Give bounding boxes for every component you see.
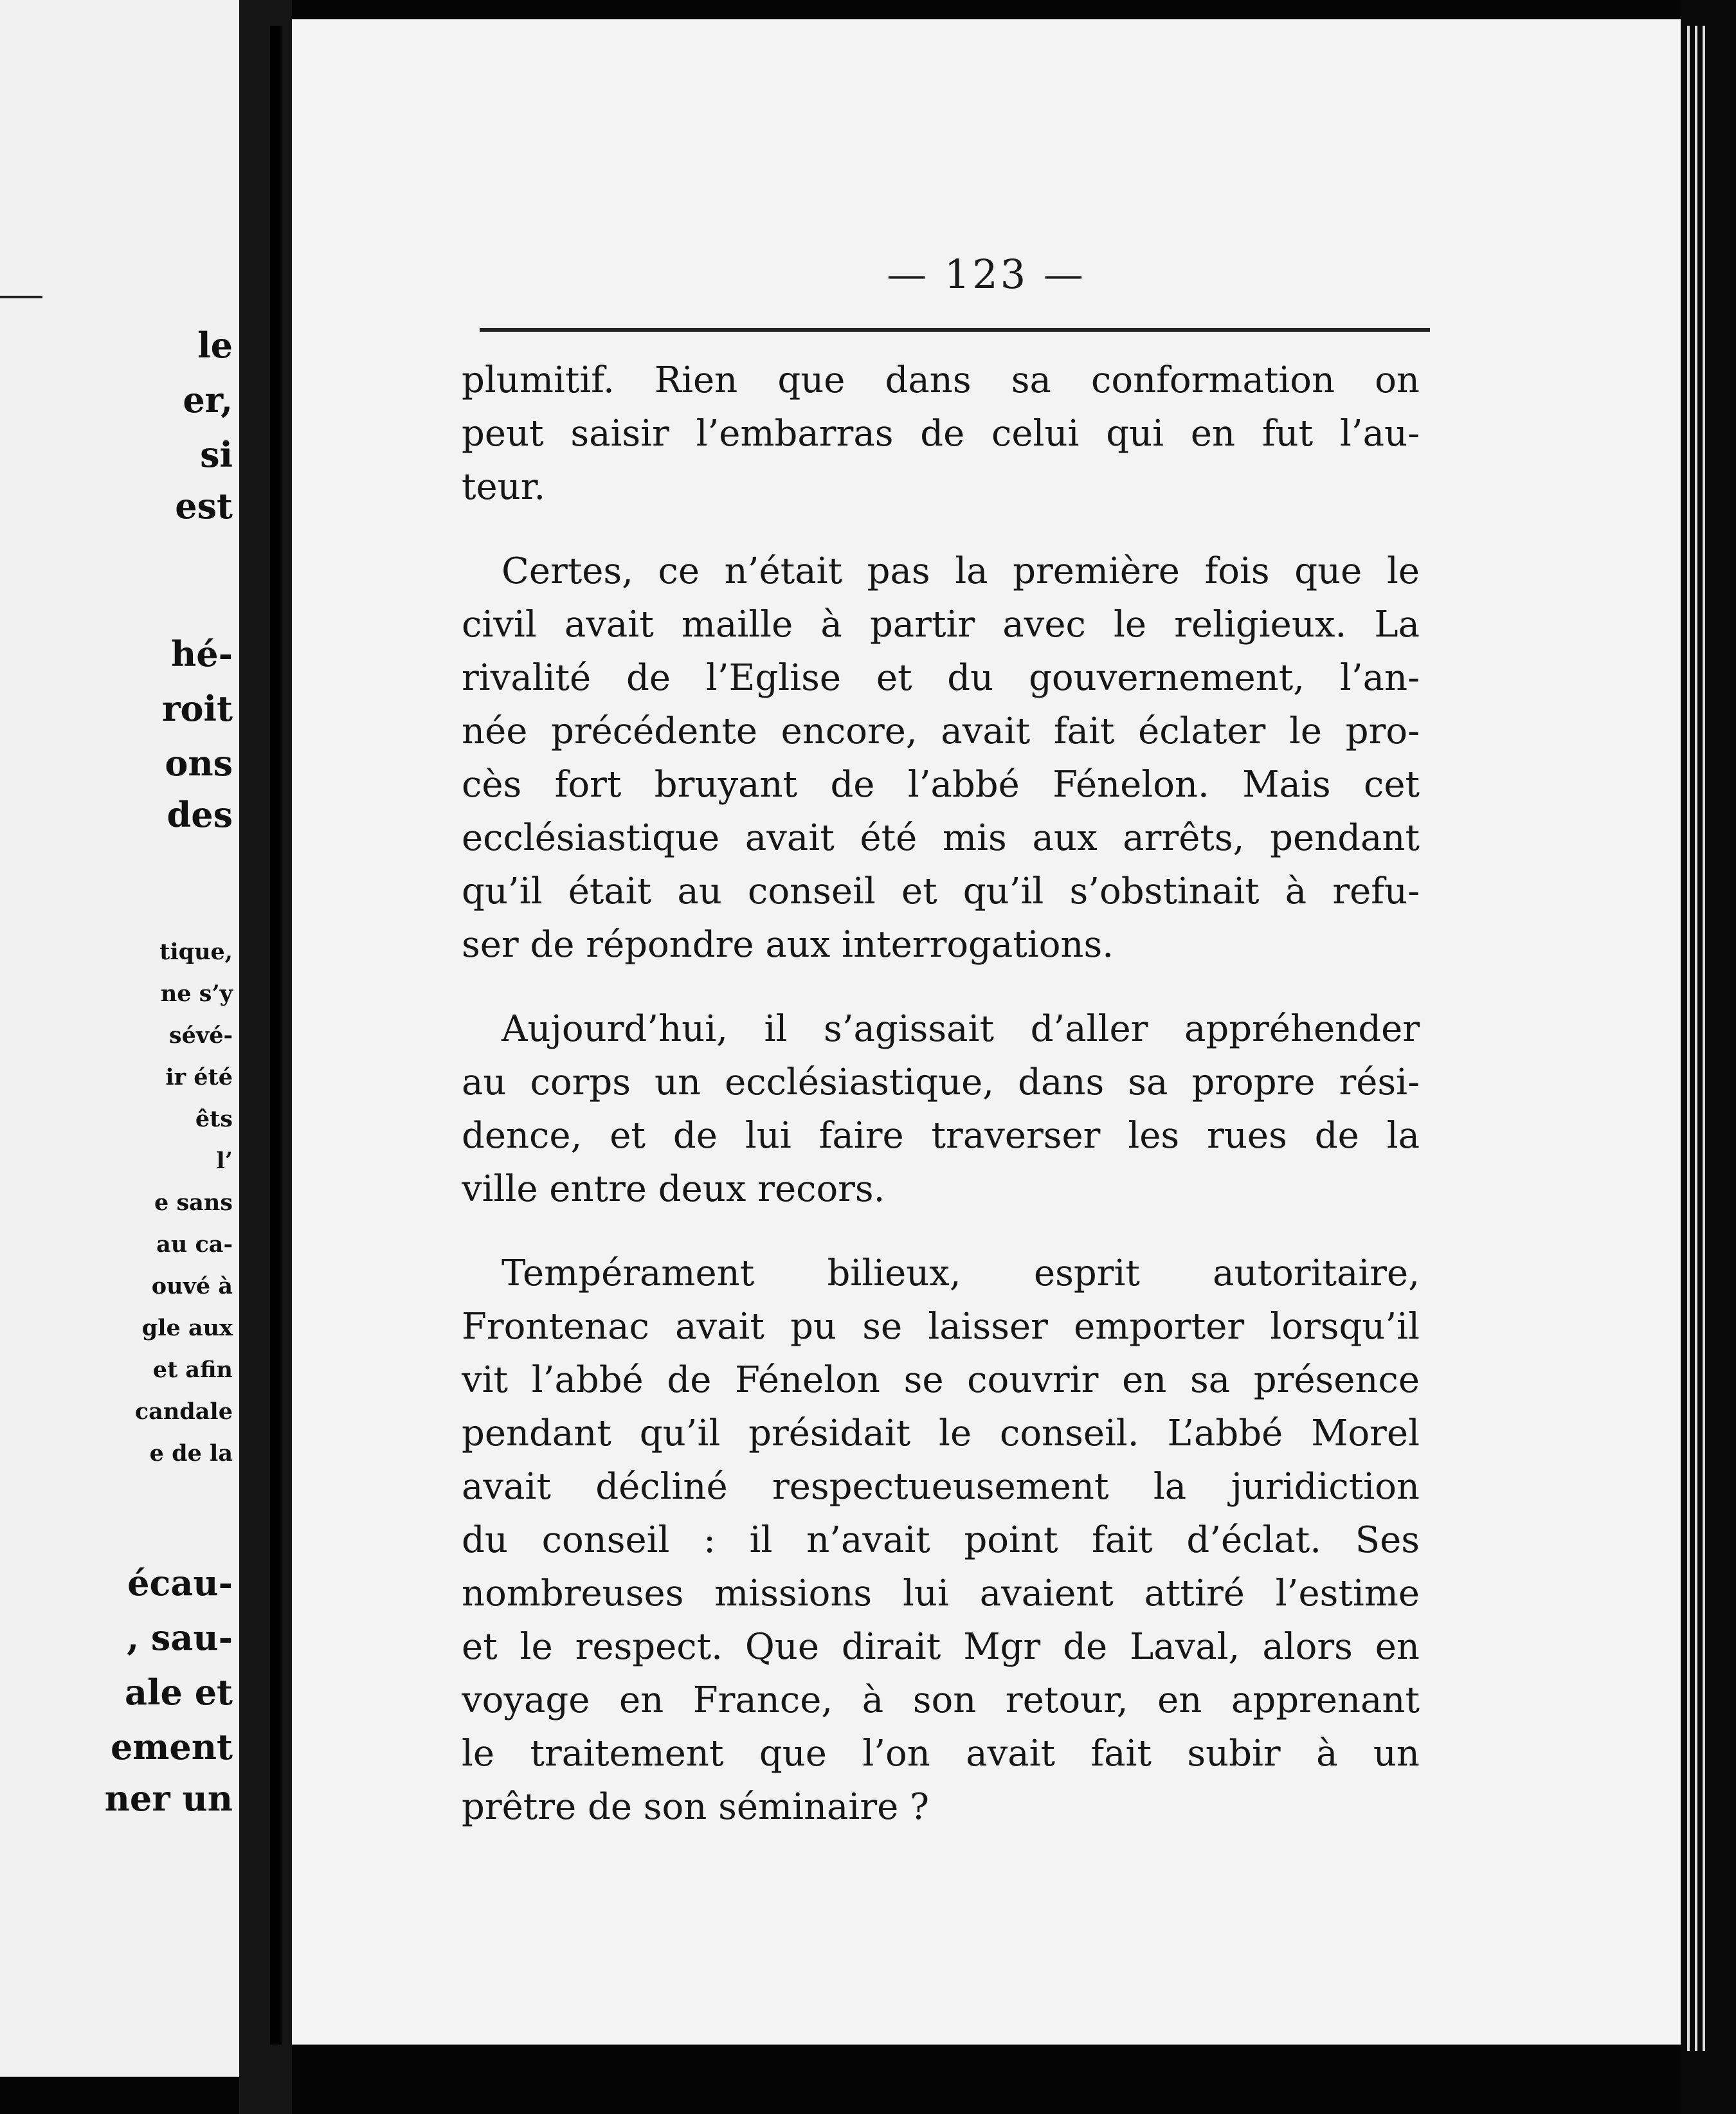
text-line: Certes, ce n’était pas la première fois que le [502, 550, 1420, 592]
left-line: ale et [125, 1672, 233, 1713]
left-page-fragment [0, 0, 239, 2077]
header-rule [480, 328, 1430, 332]
text-line: civil avait maille à partir avec le religieux. La [462, 604, 1420, 646]
text-line: peut saisir l’embarras de celui qui en fut l’au- [462, 413, 1420, 455]
text-line: dence, et de lui faire traverser les rues de la [462, 1115, 1420, 1157]
left-line-small: gle aux [141, 1315, 233, 1341]
text-line: vit l’abbé de Fénelon se couvrir en sa présence [462, 1359, 1420, 1401]
left-line: des [167, 794, 233, 835]
page-number: — 123 — [887, 251, 1086, 298]
left-line-small: e de la [149, 1440, 233, 1467]
text-line: rivalité de l’Eglise et du gouvernement, l’an- [462, 657, 1420, 699]
left-line: ement [110, 1726, 233, 1767]
text-line: ville entre deux recors. [462, 1168, 885, 1210]
text-line: ser de répondre aux interrogations. [462, 924, 1114, 966]
main-page [292, 19, 1681, 2045]
text-line: nombreuses missions lui avaient attiré l’estime [462, 1573, 1420, 1614]
left-line: roit [162, 688, 233, 729]
text-line: Tempérament bilieux, esprit autoritaire, [502, 1252, 1420, 1294]
left-line: est [175, 485, 233, 527]
text-line: et le respect. Que dirait Mgr de Laval, alors en [462, 1626, 1420, 1668]
left-line-small: e sans [154, 1189, 233, 1216]
left-line: écau- [127, 1562, 233, 1604]
left-line-small: et afin [152, 1357, 233, 1383]
body-text [462, 354, 1420, 1865]
text-line: teur. [462, 466, 546, 508]
left-line: ons [165, 743, 233, 784]
page-edge-stripe [1695, 26, 1697, 2051]
right-page-edge [1681, 0, 1736, 2114]
text-line: le traitement que l’on avait fait subir à un [462, 1733, 1420, 1775]
left-line: hé- [170, 633, 233, 674]
left-line-small: êts [195, 1106, 233, 1132]
text-line: pendant qu’il présidait le conseil. L’abbé Morel [462, 1413, 1420, 1454]
gutter-shadow [270, 26, 282, 2045]
paragraph-1 [462, 354, 1420, 514]
text-line: au corps un ecclésiastique, dans sa propre rési- [462, 1062, 1420, 1103]
left-line-small: ouvé à [151, 1273, 233, 1299]
left-line: le [197, 325, 233, 366]
left-line-small: sévé- [168, 1022, 233, 1049]
left-line-small: l’ [216, 1148, 233, 1174]
left-line-small: ir été [165, 1064, 233, 1090]
left-page-rule [0, 296, 42, 298]
left-line: , sau- [127, 1617, 233, 1658]
left-line-small: au ca- [156, 1231, 233, 1258]
left-line-small: ne s’y [160, 980, 233, 1007]
paragraph-2 [462, 545, 1420, 971]
paragraph-4 [462, 1247, 1420, 1834]
left-line: er, [183, 379, 233, 420]
page-edge-stripe [1703, 26, 1705, 2051]
text-line: avait décliné respectueusement la juridiction [462, 1466, 1420, 1508]
text-line: Frontenac avait pu se laisser emporter lorsqu’il [462, 1306, 1420, 1348]
page-edge-stripe [1687, 26, 1690, 2051]
text-line: prêtre de son séminaire ? [462, 1786, 930, 1828]
left-line-small: tique, [159, 939, 233, 965]
left-line-small: candale [134, 1398, 233, 1425]
text-line: Aujourd’hui, il s’agissait d’aller appréhender [502, 1008, 1420, 1050]
text-line: plumitif. Rien que dans sa conformation on [462, 359, 1420, 401]
text-line: née précédente encore, avait fait éclater le pro- [462, 710, 1420, 752]
left-line: ner un [104, 1778, 233, 1819]
text-line: ecclésiastique avait été mis aux arrêts, pendant [462, 817, 1420, 859]
book-gutter [239, 0, 292, 2114]
text-line: qu’il était au conseil et qu’il s’obstinait à refu- [462, 871, 1420, 912]
text-line: du conseil : il n’avait point fait d’éclat. Ses [462, 1519, 1420, 1561]
paragraph-3 [462, 1002, 1420, 1216]
text-line: voyage en France, à son retour, en apprenant [462, 1679, 1420, 1721]
text-line: cès fort bruyant de l’abbé Fénelon. Mais cet [462, 764, 1420, 806]
left-line: si [200, 434, 233, 475]
